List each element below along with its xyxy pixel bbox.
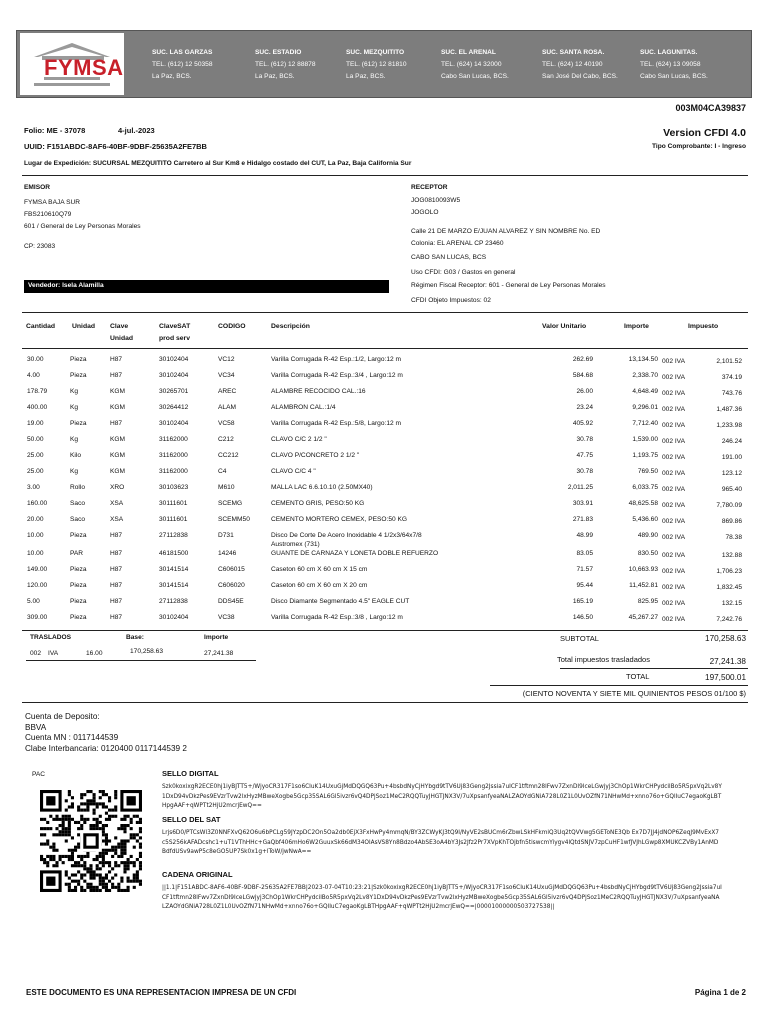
table-row: [0, 482, 768, 498]
table-row: [0, 580, 768, 596]
cell-tv: 132.15: [721, 600, 742, 607]
cell-sat: 30264412: [159, 404, 189, 411]
cell-sat: 27112838: [159, 598, 188, 605]
subtotal-label: SUBTOTAL: [560, 634, 599, 643]
cell-desc: Varilla Corrugada R-42 Esp.:5/8, Largo:12 m: [271, 420, 401, 427]
cell-code: C4: [218, 468, 227, 475]
total-label: TOTAL: [626, 672, 650, 681]
qr-code-icon: [40, 790, 142, 892]
cell-tv: 374.19: [721, 374, 742, 381]
emisor-rfc: FBS210610Q79: [24, 211, 72, 218]
sello-digital-value: Szk0koxixgR2ECE0hj1iyBJTT5+/WjyoCR317F1so6CIuK14UxuGjMdDQGQ63Pu+4bsbdNyCjHYbgd9tTV6Uj83Geng2Jssia7uICF1tftmn28lFwv7ZxnDI9IceLGwjyj3ChOp1WkrCHPydcilBo5R5pxVq2Lv8Y1DxD94vDkzPes9EVzrTvw2lxHyzMBweXogbe5Gcp35SAL6Gl5ivzr6vQ4DPjSoz1MeC2RQQTuyJHGTJNX3V/7uXpsanfyeaNALZAOYdGNiA728L0Z1L0UvOZfN71NHwMd+xnno76o+GQlIuC7egaoKgLBTHpgAAF+qWPTt2HjU2mcrjEwQ==: [162, 784, 722, 809]
footer-note: ESTE DOCUMENTO ES UNA REPRESENTACION IMPRESA DE UN CFDI: [26, 988, 297, 997]
cell-sat: 30103623: [159, 484, 189, 491]
cell-desc: GUANTE DE CARNAZA Y LONETA DOBLE REFUERZO: [271, 550, 439, 557]
cell-sat: 30102404: [159, 614, 189, 621]
traslados-title: TRASLADOS: [30, 634, 72, 641]
cell-tax: 002 IVA: [662, 616, 685, 623]
cell-code: VC38: [218, 614, 235, 621]
cell-q: 25.00: [27, 452, 44, 459]
cell-vu: 26.00: [576, 388, 593, 395]
table-row: [0, 402, 768, 418]
cell-tax: 002 IVA: [662, 552, 685, 559]
cell-tv: 78.38: [725, 534, 742, 541]
cfdi-version: Version CFDI 4.0: [663, 127, 746, 139]
cell-u: Pieza: [70, 614, 87, 621]
cell-cu: KGM: [110, 388, 126, 395]
cell-imp: 11,452.81: [629, 582, 658, 589]
cell-sat: 27112838: [159, 532, 188, 539]
cell-imp: 48,625.58: [628, 500, 658, 507]
receptor-city: CABO SAN LUCAS, BCS: [411, 254, 487, 261]
cell-q: 10.00: [27, 550, 44, 557]
cell-sat: 30265701: [159, 388, 189, 395]
cell-cu: XSA: [110, 500, 124, 507]
cell-sat: 31162000: [159, 468, 188, 475]
cell-u: Pieza: [70, 582, 87, 589]
cell-sat: 30141514: [159, 582, 189, 589]
cell-q: 149.00: [27, 566, 48, 573]
cell-tax: 002 IVA: [662, 568, 685, 575]
cell-u: Pieza: [70, 598, 87, 605]
cell-vu: 83.05: [576, 550, 593, 557]
divider: [22, 348, 748, 349]
cadena-original-title: CADENA ORIGINAL: [162, 870, 233, 879]
receptor-title: RECEPTOR: [411, 184, 448, 191]
table-row: [0, 548, 768, 564]
cell-vu: 30.78: [576, 436, 593, 443]
cell-tax: 002 IVA: [662, 600, 685, 607]
receptor-regimen: Régimen Fiscal Receptor: 601 - General de Ley Personas Morales: [411, 282, 606, 289]
cell-u: Pieza: [70, 372, 87, 379]
cell-cu: H87: [110, 598, 123, 605]
cell-tax: 002 IVA: [662, 374, 685, 381]
table-row: [0, 514, 768, 530]
cell-desc: CEMENTO GRIS, PESO:50 KG: [271, 500, 365, 507]
cell-cu: KGM: [110, 436, 126, 443]
cell-q: 19.00: [27, 420, 44, 427]
cell-imp: 489.90: [637, 532, 658, 539]
page-number: Página 1 de 2: [694, 988, 746, 997]
cell-tv: 1,233.98: [716, 422, 742, 429]
cell-tv: 869.86: [721, 518, 742, 525]
cell-tv: 965.40: [721, 486, 742, 493]
col-unidad: Unidad: [72, 323, 96, 330]
cell-tax: 002 IVA: [662, 390, 685, 397]
branch-mezquitito: SUC. MEZQUITITO TEL. (612) 12 81810 La Paz, BCS.: [346, 49, 407, 80]
cell-tax: 002 IVA: [662, 406, 685, 413]
cell-u: Kg: [70, 436, 79, 443]
cell-imp: 830.50: [637, 550, 658, 557]
traslados-base-label: Base:: [126, 634, 144, 641]
cell-code: D731: [218, 532, 234, 539]
cell-vu: 47.75: [576, 452, 593, 459]
issue-date: 4-jul.-2023: [118, 126, 155, 135]
cell-cu: H87: [110, 356, 123, 363]
cell-tax: 002 IVA: [662, 584, 685, 591]
cell-desc: Varilla Corrugada R-42 Esp.:3/4 , Largo:12 m: [271, 372, 403, 379]
cell-tax: 002 IVA: [662, 470, 685, 477]
cell-sat: 30111601: [159, 516, 188, 523]
deposit-clabe: Clabe Interbancaria: 0120400 0117144539 2: [25, 743, 187, 753]
cell-desc: Disco De Corte De Acero Inoxidable 4 1/2x3/64x7/8: [271, 532, 422, 539]
cell-q: 160.00: [27, 500, 48, 507]
document-code: 003M04CA39837: [675, 103, 746, 113]
uuid: UUID: F151ABDC-8AF6-40BF-9DBF-25635A2FE7BB: [24, 142, 207, 151]
cell-sat: 30141514: [159, 566, 189, 573]
cell-code: C606015: [218, 566, 245, 573]
cell-u: Pieza: [70, 420, 87, 427]
cell-desc: Disco Diamante Segmentado 4.5" EAGLE CUT: [271, 598, 410, 605]
branch-lagunitas: SUC. LAGUNITAS. TEL. (624) 13 09058 Cabo San Lucas, BCS.: [640, 49, 708, 80]
cell-tv: 743.76: [721, 390, 742, 397]
divider: [26, 660, 256, 661]
table-row: [0, 418, 768, 434]
pac-label: PAC: [32, 771, 46, 778]
traslados-code: 002: [30, 650, 42, 657]
cell-cu: H87: [110, 614, 123, 621]
cell-vu: 262.69: [572, 356, 593, 363]
cell-imp: 6,033.75: [632, 484, 658, 491]
col-clavesat: ClaveSAT prod serv: [159, 323, 191, 342]
table-row: [0, 466, 768, 482]
company-logo: [20, 33, 124, 95]
cell-code: CC212: [218, 452, 239, 459]
traslados-importe-label: Importe: [204, 634, 229, 641]
table-row: [0, 354, 768, 370]
cell-u: Pieza: [70, 356, 87, 363]
cell-tax: 002 IVA: [662, 486, 685, 493]
sello-digital-title: SELLO DIGITAL: [162, 769, 219, 778]
cell-code: 14246: [218, 550, 237, 557]
cell-desc: CEMENTO MORTERO CEMEX, PESO:50 KG: [271, 516, 408, 523]
cell-cu: XSA: [110, 516, 124, 523]
cell-q: 5.00: [27, 598, 40, 605]
receptor-uso: Uso CFDI: G03 / Gastos en general: [411, 269, 516, 276]
cell-q: 3.00: [27, 484, 40, 491]
cell-q: 50.00: [27, 436, 44, 443]
cell-q: 400.00: [27, 404, 48, 411]
cell-vu: 584.68: [572, 372, 593, 379]
receptor-colonia: Colonia: EL ARENAL CP 23460: [411, 240, 504, 247]
cell-code: AREC: [218, 388, 237, 395]
cell-tv: 132.88: [721, 552, 742, 559]
col-cantidad: Cantidad: [26, 323, 56, 330]
cell-desc: CLAVO C/C 2 1/2 ": [271, 436, 327, 443]
cell-vu: 303.91: [572, 500, 593, 507]
cell-sat: 30111601: [159, 500, 188, 507]
col-descripcion: Descripción: [271, 323, 310, 330]
cell-vu: 71.57: [576, 566, 593, 573]
cell-tv: 123.12: [721, 470, 742, 477]
table-row: [0, 498, 768, 514]
cell-q: 309.00: [27, 614, 48, 621]
logo-text: FYMSA: [44, 55, 124, 80]
divider: [560, 668, 748, 669]
cell-code: SCEMM50: [218, 516, 250, 523]
receptor-objeto: CFDI Objeto Impuestos: 02: [411, 297, 491, 304]
cell-vu: 95.44: [576, 582, 593, 589]
deposit-title: Cuenta de Deposito:: [25, 712, 100, 721]
cell-desc: CLAVO P/CONCRETO 2 1/2 ": [271, 452, 360, 459]
divider: [22, 312, 748, 313]
cell-tv: 1,832.45: [716, 584, 742, 591]
deposit-bank: BBVA: [25, 722, 47, 732]
cell-q: 4.00: [27, 372, 40, 379]
sello-sat-title: SELLO DEL SAT: [162, 815, 221, 824]
cell-u: Rollo: [70, 484, 86, 491]
cell-desc: ALAMBRON CAL.:1/4: [271, 404, 336, 411]
cell-u: Kg: [70, 404, 79, 411]
cell-desc-line2: Austromex (731): [271, 541, 320, 548]
table-row: [0, 450, 768, 466]
cell-u: Kilo: [70, 452, 81, 459]
cell-vu: 23.24: [576, 404, 593, 411]
receptor-name: JOGOLO: [411, 209, 439, 216]
traslados-base: 170,258.63: [130, 648, 164, 655]
folio: Folio: ME - 37078: [24, 126, 86, 135]
cell-tv: 2,101.52: [716, 358, 742, 365]
cell-vu: 271.83: [572, 516, 593, 523]
divider: [22, 175, 748, 176]
total-in-words: (CIENTO NOVENTA Y SIETE MIL QUINIENTOS PESOS 01/100 $): [522, 689, 746, 698]
cell-tax: 002 IVA: [662, 454, 685, 461]
receptor-address: Calle 21 DE MARZO E/JUAN ALVAREZ Y SIN NOMBRE No. ED: [411, 228, 601, 235]
cell-cu: KGM: [110, 468, 126, 475]
cell-cu: H87: [110, 532, 123, 539]
traslados-importe: 27,241.38: [204, 650, 234, 657]
cell-cu: H87: [110, 372, 123, 379]
cell-tv: 1,487.36: [716, 406, 742, 413]
cell-imp: 7,712.40: [632, 420, 658, 427]
cell-q: 30.00: [27, 356, 44, 363]
cell-q: 25.00: [27, 468, 44, 475]
col-codigo: CODIGO: [218, 323, 246, 330]
col-valor-unitario: Valor Unitario: [542, 323, 587, 330]
col-clave: Clave Unidad: [110, 323, 134, 342]
vendedor-bar: Vendedor: Isela Alamilla: [24, 280, 389, 293]
cell-u: PAR: [70, 550, 84, 557]
cell-cu: XRO: [110, 484, 125, 491]
cell-code: VC34: [218, 372, 235, 379]
cell-imp: 2,338.70: [632, 372, 658, 379]
cell-vu: 146.50: [572, 614, 593, 621]
cell-tax: 002 IVA: [662, 438, 685, 445]
emisor-regimen: 601 / General de Ley Personas Morales: [24, 223, 141, 230]
table-row: [0, 612, 768, 628]
impuestos-label: Total impuestos trasladados: [557, 655, 650, 664]
emisor-title: EMISOR: [24, 184, 51, 191]
cell-imp: 13,134.50: [628, 356, 658, 363]
cell-code: VC12: [218, 356, 235, 363]
cell-desc: ALAMBRE RECOCIDO CAL.:16: [271, 388, 366, 395]
table-row: [0, 434, 768, 450]
cell-u: Pieza: [70, 532, 87, 539]
branch-el-arenal: SUC. EL ARENAL TEL. (624) 14 32000 Cabo San Lucas, BCS.: [441, 49, 509, 80]
cell-code: DDS45E: [218, 598, 244, 605]
cell-desc: MALLA LAC 6.6.10.10 (2.50MX40): [271, 484, 373, 491]
traslados-rate: 16.00: [86, 650, 103, 657]
subtotal-value: 170,258.63: [705, 634, 746, 643]
branch-las-garzas: SUC. LAS GARZAS TEL. (612) 12 50358 La Paz, BCS.: [152, 49, 213, 80]
cell-tv: 1,706.23: [716, 568, 742, 575]
cell-vu: 405.92: [572, 420, 593, 427]
cell-u: Pieza: [70, 566, 87, 573]
cell-desc: CLAVO C/C 4 ": [271, 468, 316, 475]
cell-imp: 45,267.27: [628, 614, 658, 621]
cell-code: C212: [218, 436, 234, 443]
cell-sat: 30102404: [159, 420, 189, 427]
cell-cu: H87: [110, 550, 123, 557]
cell-tax: 002 IVA: [662, 534, 685, 541]
cell-code: SCEMG: [218, 500, 243, 507]
comprobante-type: Tipo Comprobante: I - Ingreso: [651, 143, 746, 150]
table-row: [0, 370, 768, 386]
cell-tax: 002 IVA: [662, 518, 685, 525]
divider: [490, 685, 748, 686]
receptor-rfc: JOG0810093W5: [411, 197, 461, 204]
cell-imp: 9,296.01: [632, 404, 658, 411]
cell-u: Saco: [70, 516, 86, 523]
cell-imp: 5,436.60: [632, 516, 658, 523]
cell-q: 10.00: [27, 532, 44, 539]
cell-cu: H87: [110, 420, 123, 427]
cell-imp: 825.95: [637, 598, 658, 605]
cell-tax: 002 IVA: [662, 358, 685, 365]
cell-code: VC58: [218, 420, 235, 427]
table-row: [0, 564, 768, 580]
cell-code: ALAM: [218, 404, 236, 411]
table-row: [0, 596, 768, 612]
cell-imp: 1,193.75: [632, 452, 658, 459]
cell-code: C606020: [218, 582, 245, 589]
emisor-cp: CP: 23083: [24, 243, 56, 250]
traslados-tax: IVA: [48, 650, 59, 657]
total-value: 197,500.01: [705, 673, 746, 682]
table-row: [0, 386, 768, 402]
cell-cu: H87: [110, 582, 123, 589]
cell-sat: 31162000: [159, 436, 188, 443]
place-of-issue: Lugar de Expedición: SUCURSAL MEZQUITITO Carretero al Sur Km8 e Hidalgo costado del CUT, La Paz, Baja California Sur: [24, 160, 412, 167]
deposit-info: [25, 712, 187, 754]
emisor-name: FYMSA BAJA SUR: [24, 199, 81, 206]
cell-vu: 2,011.25: [567, 484, 593, 491]
cell-vu: 165.19: [572, 598, 593, 605]
cell-tv: 246.24: [721, 438, 742, 445]
cell-tax: 002 IVA: [662, 502, 685, 509]
cell-sat: 30102404: [159, 372, 189, 379]
cell-imp: 4,648.49: [632, 388, 658, 395]
cell-desc: Caseton 60 cm X 60 cm X 20 cm: [271, 582, 368, 589]
divider: [22, 630, 748, 631]
cell-desc: Caseton 60 cm X 60 cm X 15 cm: [271, 566, 368, 573]
cell-cu: KGM: [110, 404, 126, 411]
cell-cu: KGM: [110, 452, 126, 459]
sello-sat-value: Lrjs6D0/PTCsWl3Z0NNFXvQ62O6u6bPCLg59JYzpDC2On5Oa2db0EjX3FxHwPy4mmqN/BY3ZCWyKJ3tQ9I/NyVE2sBUCm6rZbwLSkHFkmiQ3Uq2tQVVwg5GEToNE3Qb Ex7D7JJ4jdNOP6ZeqJ9MvExX7c5S256kAFADcshc1+uT1VThHHc+GaQbf406mHo6W2GuuxSk66dM34OlAsVS8Yn8Bdzo4AbSE3oA4bY3Js2Jfz2Pr7XVpKhTOjbfn5tiswcmYiygv4lQtdSNJV7zpCuHF1wfJVJhLGwp8XMUKCZVBy1AnMDBdfdUSv9awP5c8eGO5UP7Sk0x1g+lToW/jwNwA==: [162, 830, 719, 855]
cell-imp: 10,663.93: [628, 566, 658, 573]
cell-tv: 7,780.09: [716, 502, 742, 509]
cell-desc: Varilla Corrugada R-42 Esp.:3/8 , Largo:12 m: [271, 614, 403, 621]
cell-u: Kg: [70, 468, 79, 475]
branch-estadio: SUC. ESTADIO TEL. (612) 12 88878 La Paz, BCS.: [255, 49, 316, 80]
cell-cu: H87: [110, 566, 123, 573]
cell-sat: 31162000: [159, 452, 188, 459]
cell-tax: 002 IVA: [662, 422, 685, 429]
cell-tv: 191.00: [721, 454, 742, 461]
cell-vu: 30.78: [576, 468, 593, 475]
divider: [22, 702, 748, 703]
cell-q: 120.00: [27, 582, 48, 589]
cell-sat: 46181500: [159, 550, 189, 557]
cell-u: Kg: [70, 388, 79, 395]
cell-sat: 30102404: [159, 356, 189, 363]
branch-santa-rosa: SUC. SANTA ROSA. TEL. (624) 12 40190 San José Del Cabo, BCS.: [542, 49, 618, 80]
cell-vu: 48.99: [576, 532, 593, 539]
cell-code: M610: [218, 484, 235, 491]
cell-imp: 769.50: [637, 468, 658, 475]
cell-u: Saco: [70, 500, 86, 507]
cell-tv: 7,242.76: [716, 616, 742, 623]
col-impuesto: Impuesto: [688, 323, 719, 330]
cell-imp: 1,539.00: [632, 436, 658, 443]
impuestos-value: 27,241.38: [709, 657, 746, 666]
cell-desc: Varilla Corrugada R-42 Esp.:1/2, Largo:12 m: [271, 356, 401, 363]
deposit-account: Cuenta MN : 0117144539: [25, 733, 119, 743]
cell-q: 178.79: [27, 388, 48, 395]
cadena-original-value: ||1.1|F151ABDC-8AF6-40BF-9DBF-25635A2FE7BB|2023-07-04T10:23:21|Szk0koxixgR2ECE0hj1iyBJTT5+/WjyoCR317F1so6CIuK14UxuGjMdDQGQ63Pu+4bsbdNyCjHYbgd9tTV6Uj83Geng2Jssia7uICF1tftmn28lFwv7ZxnDI9IceLGwjyj3ChOp1WkrCHPydcilBo5R5pxVq2Lv8Y1DxD94vDkzPes9EVzrTvw2lxHyzMBweXogbe5Gcp35SAL6Gl5ivzr6vQ4DPjSoz1MeC2RQQTuyJHGTJNX3V/7uXpsanfyeaNALZAOYdGNiA728L0Z1L0UvOZfN71NHwMd+xnno76o+GQlIuC7egaoKgLBTHpgAAF+qWPTt2HjU2mcrjEwQ==|00001000000503727538||: [162, 885, 722, 910]
cell-q: 20.00: [27, 516, 44, 523]
table-row: [0, 530, 768, 546]
col-importe: Importe: [624, 323, 649, 330]
